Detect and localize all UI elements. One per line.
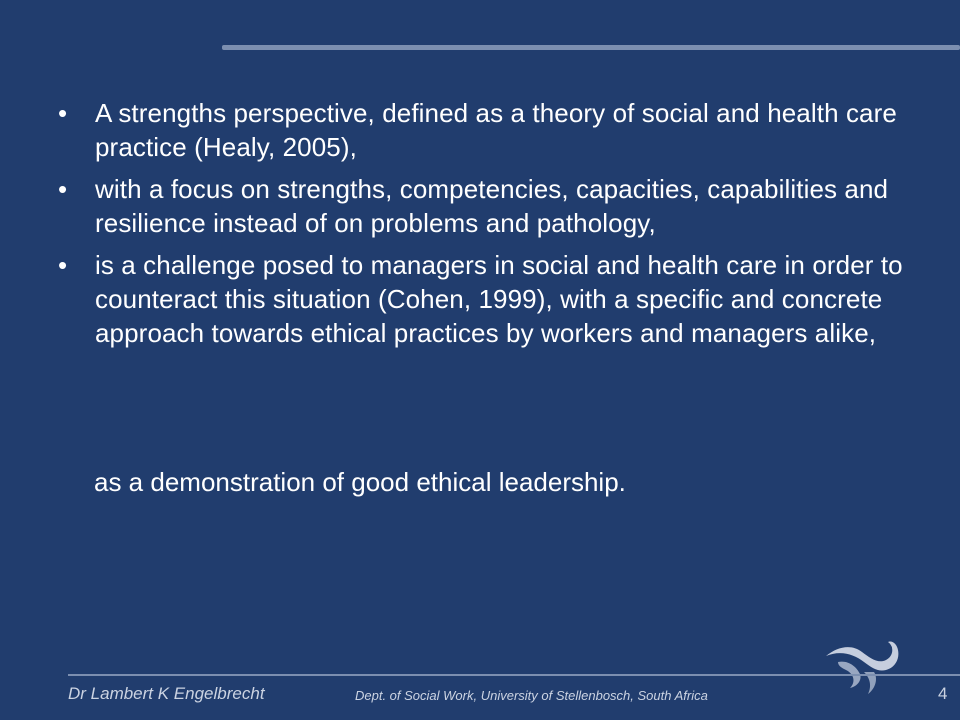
bullet-list [58,96,918,358]
footer-author: Dr Lambert K Engelbrecht [68,684,265,703]
footer-department: Dept. of Social Work, University of Stellenbosch, South Africa [355,688,708,703]
bullet-item-2 [58,172,918,240]
bullet-item-1 [58,96,918,164]
bullet-marker: • [58,174,68,204]
page-number: 4 [938,684,948,703]
top-divider [222,45,960,50]
bullet-item-3 [58,248,918,350]
bullet-marker: • [58,250,68,280]
bottom-divider [68,674,960,676]
bullet-text: with a focus on strengths, competencies, capacities, capabilities and resilience instead of on problems and pathology, [95,174,889,238]
bird-logo-icon [820,628,908,698]
bullet-text: is a challenge posed to managers in social and health care in order to counteract this situation (Cohen, 1999), with a specific and concrete approach towards ethical practices by workers and managers alike, [95,250,903,348]
continuation-text: as a demonstration of good ethical leadership. [94,467,626,497]
bullet-text: A strengths perspective, defined as a theory of social and health care practice (Healy, 2005), [95,98,897,162]
bullet-marker: • [58,98,68,128]
